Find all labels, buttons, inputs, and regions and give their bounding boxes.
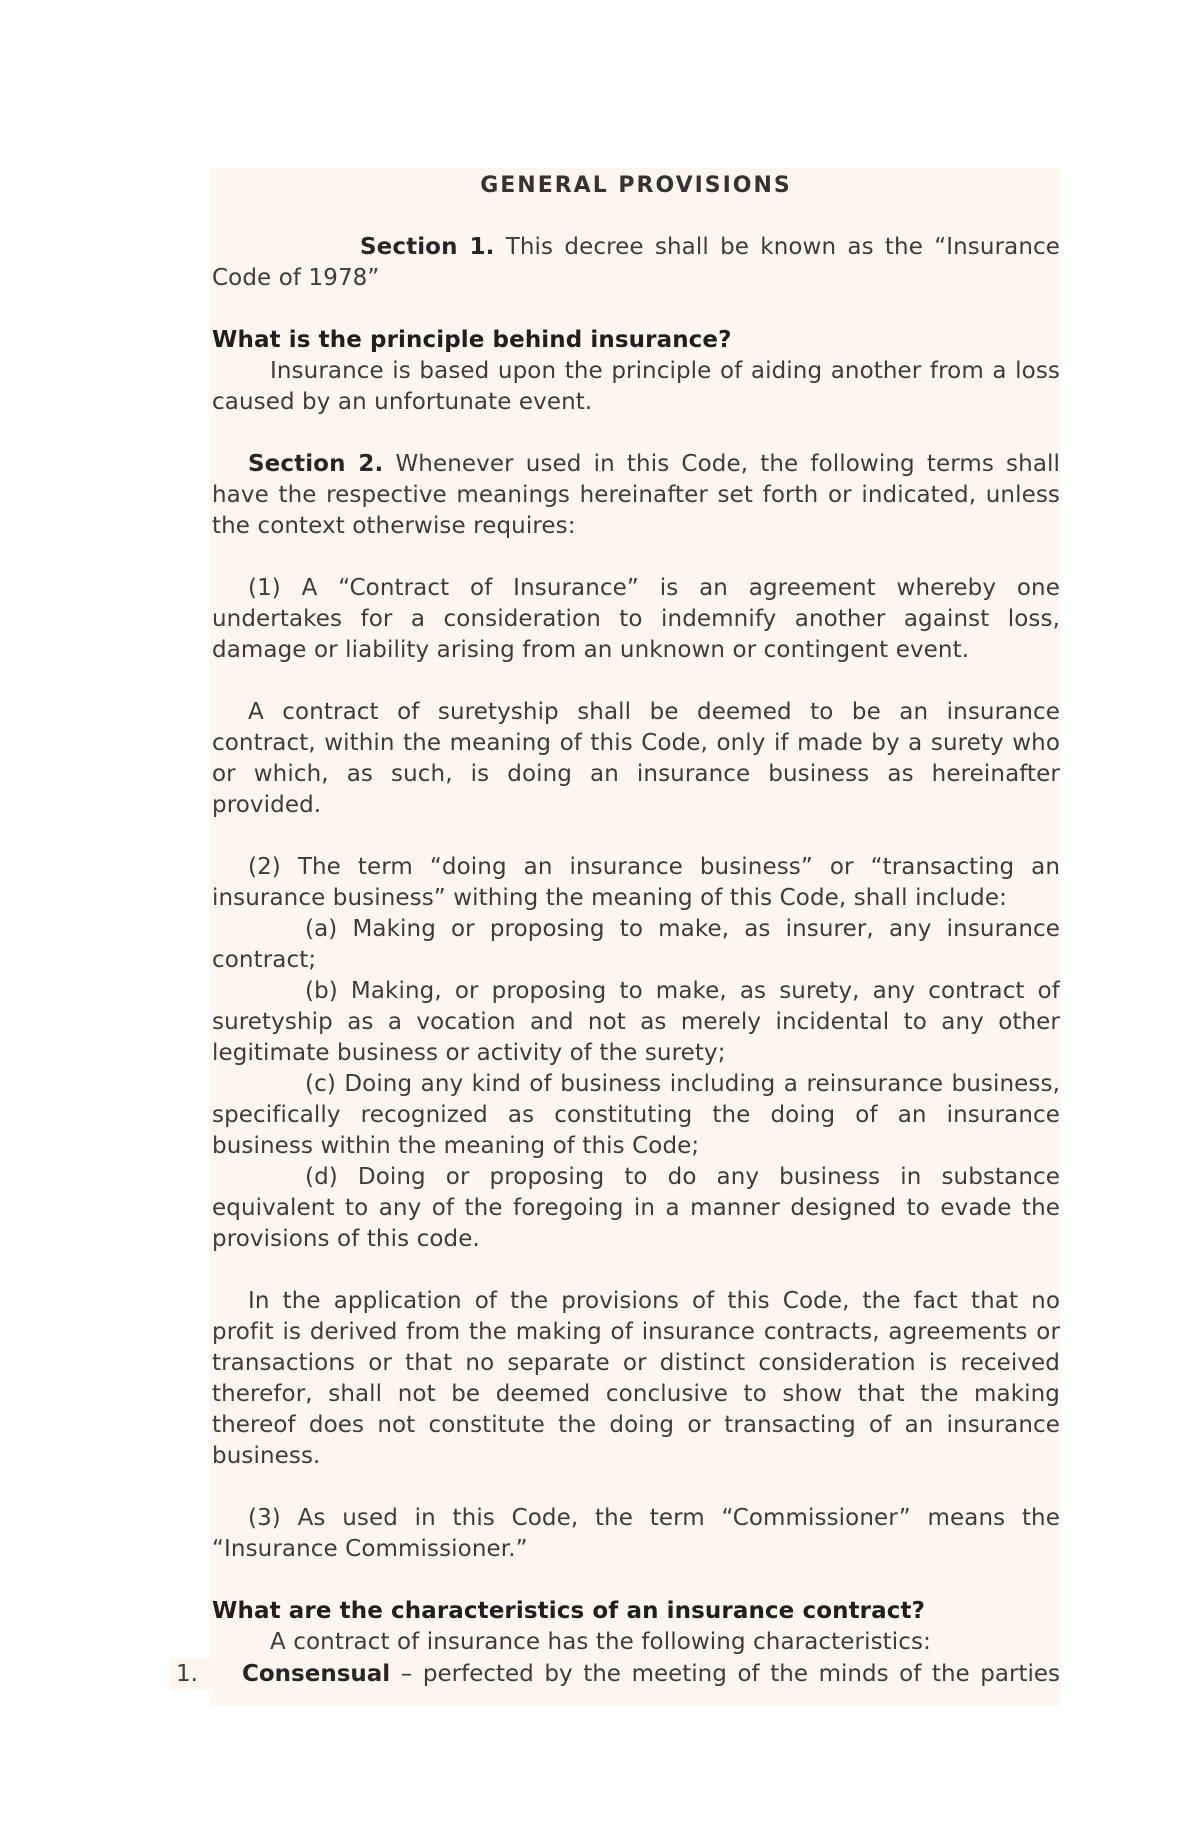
- list-item-body: [242, 1659, 1060, 1690]
- answer-characteristics: A contract of insurance has the following characteristics:: [270, 1629, 931, 1655]
- list-item-text: – perfected by the meeting of the minds of the parties: [390, 1661, 1060, 1687]
- section-1-label: Section 1.: [360, 234, 495, 260]
- definition-item-c: (c) Doing any kind of business including a reinsurance business, specifically recognized as constituting the doing of an insurance business within the meaning of this Code;: [212, 1071, 1060, 1159]
- section-2: [212, 449, 1060, 542]
- definition-item-a: (a) Making or proposing to make, as insurer, any insurance contract;: [212, 916, 1060, 973]
- definition-insurance-business: (2) The term “doing an insurance business” or “transacting an insurance business” withing the meaning of this Code, shall include:: [212, 854, 1060, 911]
- question-characteristics: What are the characteristics of an insurance contract?: [212, 1598, 926, 1624]
- definition-item-b: (b) Making, or proposing to make, as surety, any contract of suretyship as a vocation and not as merely incidental to any other legitimate business or activity of the surety;: [212, 978, 1060, 1066]
- section-1: [212, 232, 1060, 294]
- list-item-number: 1.: [176, 1661, 198, 1687]
- paragraph-suretyship: A contract of suretyship shall be deemed to be an insurance contract, within the meaning of this Code, only if made by a surety who or which, as such, is doing an insurance business as hereinafter provided.: [212, 699, 1060, 818]
- definition-item-d: (d) Doing or proposing to do any business in substance equivalent to any of the foregoing in a manner designed to evade the provisions of this code.: [212, 1164, 1060, 1252]
- section-2-label: Section 2.: [248, 451, 384, 477]
- list-item-term: Consensual: [242, 1661, 391, 1687]
- list-item: [170, 1659, 1060, 1690]
- section-2-text: Whenever used in this Code, the following terms shall have the respective meanings hereinafter set forth or indicated, unless the context otherwise requires:: [212, 451, 1060, 539]
- definition-contract-of-insurance: (1) A “Contract of Insurance” is an agreement whereby one undertakes for a consideration to indemnify another against loss, damage or liability arising from an unknown or contingent event.: [212, 575, 1060, 663]
- document-body: [212, 170, 1060, 1658]
- paragraph-application: In the application of the provisions of this Code, the fact that no profit is derived from the making of insurance contracts, agreements or transactions or that no separate or distinct consideration is received therefor, shall not be deemed conclusive to show that the making thereof does not constitute the doing or transacting of an insurance business.: [212, 1288, 1060, 1469]
- definition-commissioner: (3) As used in this Code, the term “Commissioner” means the “Insurance Commissioner.”: [212, 1505, 1060, 1562]
- page-title: GENERAL PROVISIONS: [480, 173, 792, 198]
- section-1-text: This decree shall be known as the “Insurance Code of 1978”: [212, 234, 1060, 291]
- question-principle: What is the principle behind insurance?: [212, 327, 732, 353]
- answer-principle: Insurance is based upon the principle of aiding another from a loss caused by an unfortunate event.: [212, 358, 1060, 415]
